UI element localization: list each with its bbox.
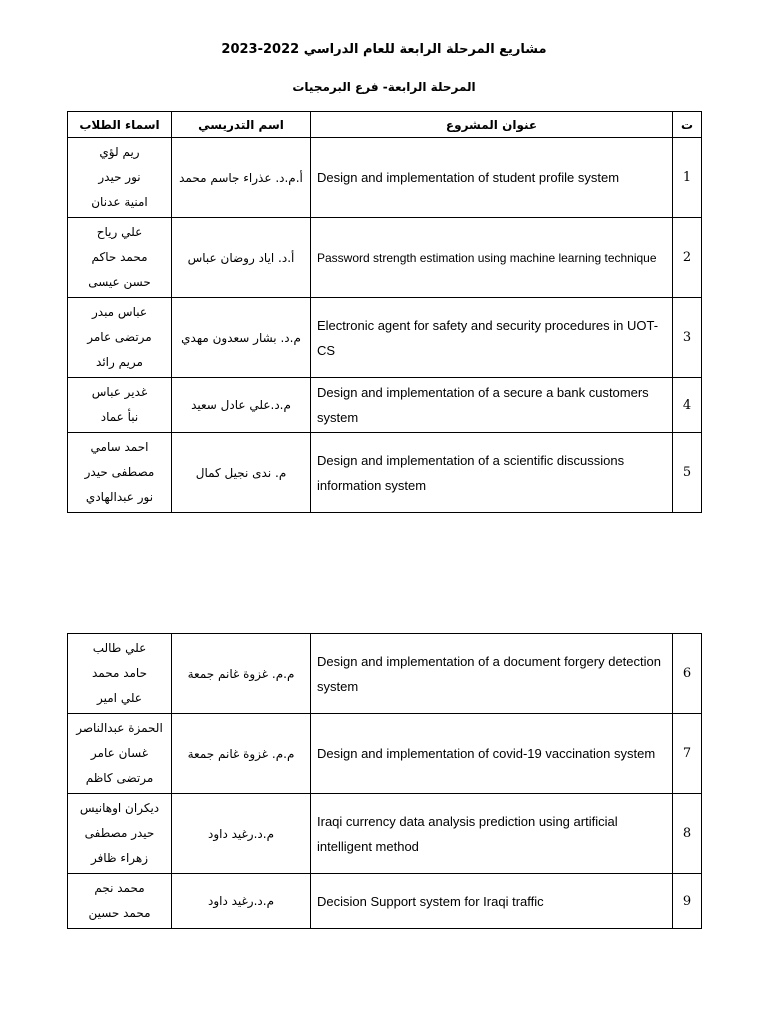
table-row	[68, 634, 702, 714]
row-number-cell: 9	[673, 874, 702, 929]
student-name: عباس مبدر	[91, 305, 148, 319]
row-number-cell: 7	[673, 714, 702, 794]
row-number-cell: 4	[673, 378, 702, 433]
student-name: نور عبدالهادي	[85, 490, 154, 504]
student-name: مريم رائد	[96, 355, 143, 369]
header-supervisor: اسم التدريسي	[172, 112, 311, 138]
student-name: غدير عباس	[91, 385, 148, 399]
table-row	[68, 218, 702, 298]
students-cell	[68, 634, 172, 714]
project-title-cell: Design and implementation of a secure a bank customers system	[311, 378, 673, 433]
row-number-cell: 8	[673, 794, 702, 874]
students-cell	[68, 298, 172, 378]
header-title: عنوان المشروع	[311, 112, 673, 138]
student-name: زهراء ظافر	[90, 851, 149, 865]
row-number-cell: 3	[673, 298, 702, 378]
supervisor-cell: أ.د. اياد روضان عباس	[172, 218, 311, 298]
students-cell	[68, 138, 172, 218]
supervisor-cell: م.د. بشار سعدون مهدي	[172, 298, 311, 378]
student-name: علي طالب	[92, 641, 147, 655]
projects-table-1	[67, 111, 702, 513]
student-name: احمد سامي	[90, 440, 149, 454]
student-name: محمد نجم	[94, 881, 145, 895]
project-title-cell: Design and implementation of student profile system	[311, 138, 673, 218]
page-title: مشاريع المرحلة الرابعة للعام الدراسي 2022-2023	[221, 42, 547, 57]
supervisor-cell: م.د.رغيد داود	[172, 874, 311, 929]
student-name: الحمزة عبدالناصر	[76, 721, 163, 735]
student-name: حامد محمد	[91, 666, 148, 680]
student-name: نور حيدر	[98, 170, 141, 184]
page-subtitle: المرحلة الرابعة- فرع البرمجيات	[292, 80, 476, 94]
project-title-cell: Design and implementation of a scientific discussions information system	[311, 433, 673, 513]
student-name: مرتضى كاظم	[85, 771, 154, 785]
student-name: محمد حسين	[88, 906, 151, 920]
table-row	[68, 794, 702, 874]
student-name: غسان عامر	[90, 746, 149, 760]
project-title-cell: Decision Support system for Iraqi traffic	[311, 874, 673, 929]
supervisor-cell: م.م. غزوة غانم جمعة	[172, 714, 311, 794]
row-number-cell: 2	[673, 218, 702, 298]
supervisor-cell: م. ندى نجيل كمال	[172, 433, 311, 513]
table-row	[68, 433, 702, 513]
student-name: نبأ عماد	[100, 410, 139, 424]
project-title-cell: Design and implementation of a document forgery detection system	[311, 634, 673, 714]
table-header-row	[68, 112, 702, 138]
student-name: ريم لؤي	[99, 145, 140, 159]
table-row	[68, 298, 702, 378]
table-row	[68, 138, 702, 218]
table-row	[68, 874, 702, 929]
student-name: حيدر مصطفى	[84, 826, 155, 840]
project-title-cell: Iraqi currency data analysis prediction using artificial intelligent method	[311, 794, 673, 874]
project-title-cell: Electronic agent for safety and security procedures in UOT-CS	[311, 298, 673, 378]
supervisor-cell: م.د.علي عادل سعيد	[172, 378, 311, 433]
table-row	[68, 378, 702, 433]
row-number-cell: 5	[673, 433, 702, 513]
header-students: اسماء الطلاب	[68, 112, 172, 138]
supervisor-cell: أ.م.د. عذراء جاسم محمد	[172, 138, 311, 218]
students-cell	[68, 874, 172, 929]
projects-table-2	[67, 633, 702, 929]
row-number-cell: 6	[673, 634, 702, 714]
project-title-cell: Password strength estimation using machine learning technique	[311, 218, 673, 298]
students-cell	[68, 378, 172, 433]
student-name: امنية عدنان	[91, 195, 148, 209]
supervisor-cell: م.م. غزوة غانم جمعة	[172, 634, 311, 714]
project-title-cell: Design and implementation of covid-19 vaccination system	[311, 714, 673, 794]
student-name: مصطفى حيدر	[84, 465, 155, 479]
student-name: علي امير	[97, 691, 142, 705]
students-cell	[68, 433, 172, 513]
supervisor-cell: م.د.رغيد داود	[172, 794, 311, 874]
students-cell	[68, 218, 172, 298]
student-name: محمد حاكم	[91, 250, 148, 264]
header-num: ت	[673, 112, 702, 138]
students-cell	[68, 794, 172, 874]
table-row	[68, 714, 702, 794]
student-name: علي رياح	[96, 225, 143, 239]
student-name: حسن عيسى	[88, 275, 151, 289]
student-name: ديكران اوهانيس	[79, 801, 160, 815]
student-name: مرتضى عامر	[87, 330, 152, 344]
students-cell	[68, 714, 172, 794]
row-number-cell: 1	[673, 138, 702, 218]
